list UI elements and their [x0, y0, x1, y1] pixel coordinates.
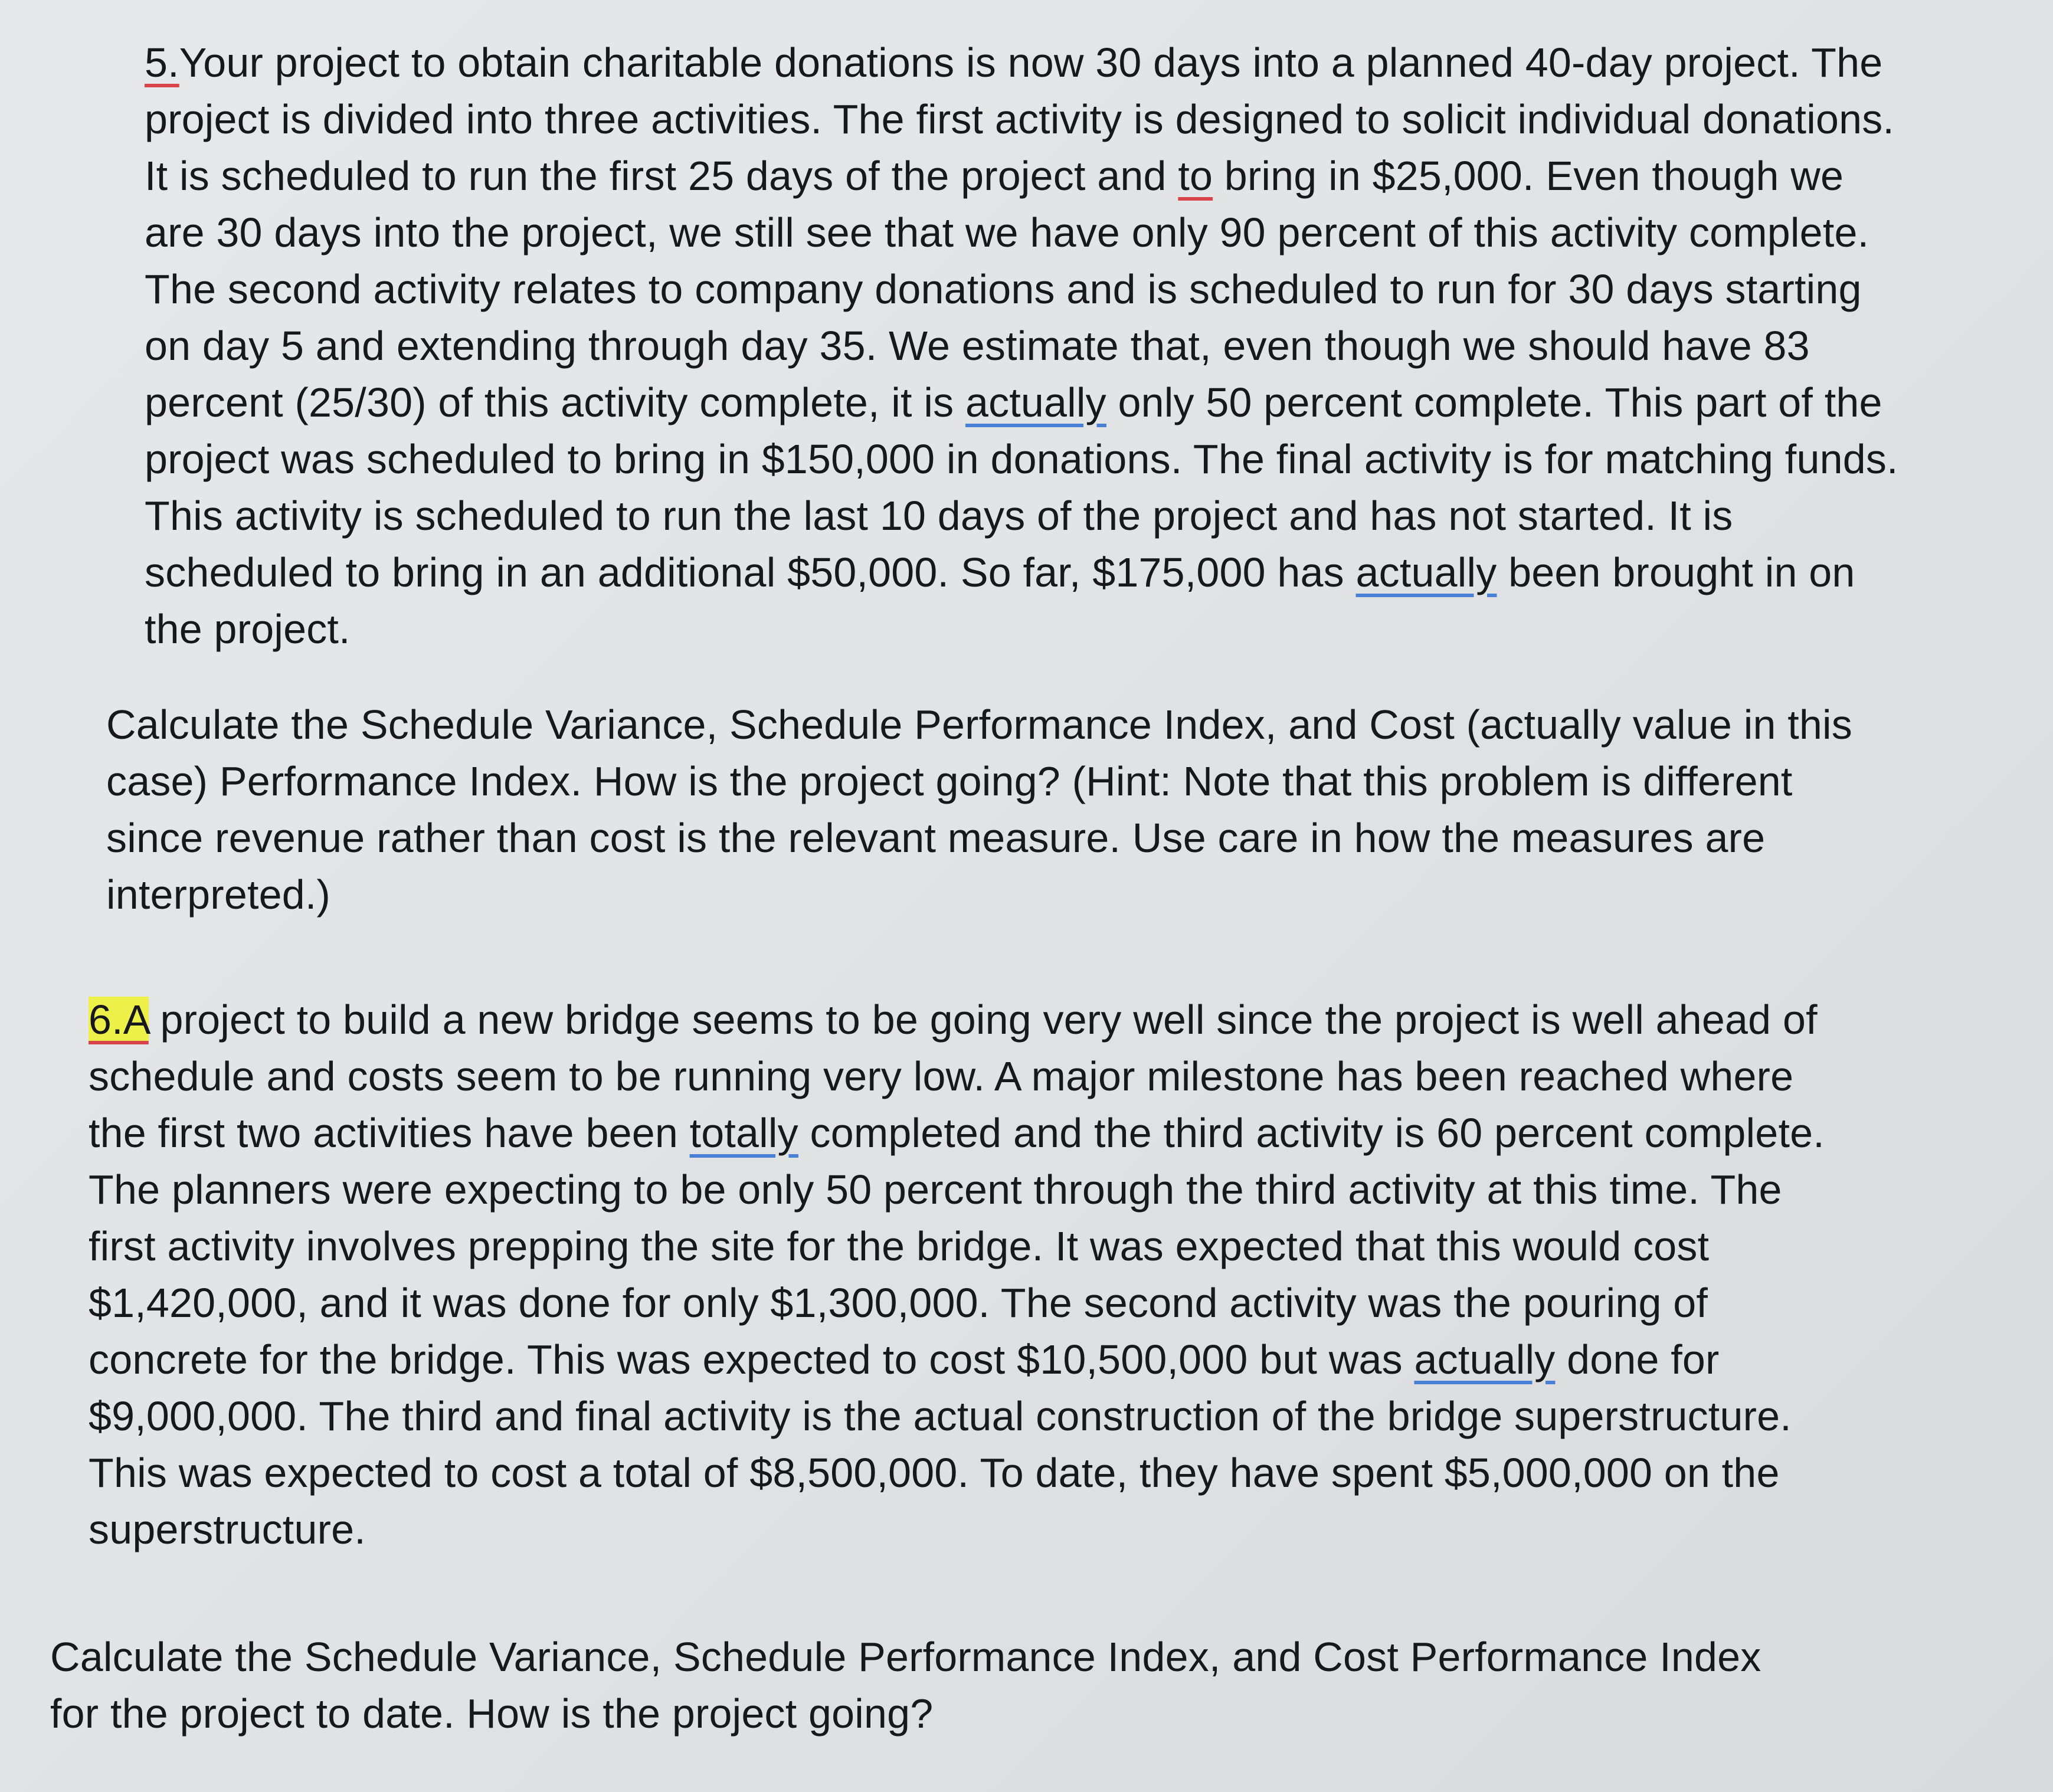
text-line [145, 431, 1992, 487]
text-line [145, 317, 1992, 374]
text-line [145, 601, 1992, 657]
text-line [145, 204, 1992, 261]
text-segment: project was scheduled to bring in $150,000 in donations. The final activity is for matching funds. [145, 436, 1898, 482]
text-segment: are 30 days into the project, we still see that we have only 90 percent of this activity complete. [145, 209, 1869, 255]
grammar-word: actually [965, 379, 1106, 425]
text-line: Calculate the Schedule Variance, Schedule Performance Index, and Cost Performance Index [50, 1634, 1761, 1680]
text-line: case) Performance Index. How is the project going? (Hint: Note that this problem is different [106, 758, 1793, 804]
text-line: interpreted.) [106, 872, 331, 918]
text-segment: first activity involves prepping the site for the bridge. It was expected that this would cost [89, 1223, 1710, 1269]
text-line [89, 1218, 1977, 1275]
text-line [89, 1444, 1977, 1501]
text-segment: project to build a new bridge seems to be going very well since the project is well ahead of [148, 997, 1818, 1043]
text-segment: This activity is scheduled to run the last 10 days of the project and has not started. It is [145, 493, 1733, 539]
text-segment: The planners were expecting to be only 50 percent through the third activity at this time. The [89, 1167, 1782, 1213]
text-segment: schedule and costs seem to be running very low. A major milestone has been reached where [89, 1053, 1794, 1099]
text-line: Calculate the Schedule Variance, Schedule Performance Index, and Cost (actually value in this [106, 702, 1852, 748]
text-segment: percent (25/30) of this activity complete, it is [145, 379, 965, 425]
text-line: for the project to date. How is the project going? [50, 1691, 934, 1737]
text-line [145, 544, 1992, 601]
text-line [89, 1161, 1977, 1218]
text-line [145, 261, 1992, 317]
text-line [89, 1105, 1977, 1161]
text-segment: bring in $25,000. Even though we [1213, 153, 1844, 199]
text-segment: only 50 percent complete. This part of the [1106, 379, 1882, 425]
problem-6-question [50, 1629, 1986, 1742]
text-line [89, 1331, 1977, 1388]
grammar-word: actually [1414, 1336, 1556, 1383]
text-segment: $1,420,000, and it was done for only $1,300,000. The second activity was the pouring of [89, 1280, 1708, 1326]
problem-5-paragraph [145, 34, 1992, 657]
grammar-word: actually [1355, 549, 1497, 595]
text-segment: concrete for the bridge. This was expected to cost $10,500,000 but was [89, 1336, 1414, 1383]
text-line [89, 991, 1977, 1048]
problem-5-number: 5. [145, 40, 179, 86]
text-segment: It is scheduled to run the first 25 days of the project and [145, 153, 1178, 199]
text-segment: completed and the third activity is 60 percent complete. [798, 1110, 1825, 1156]
text-segment: project is divided into three activities. The first activity is designed to solicit individual donations. [145, 96, 1895, 142]
problem-6-number: 6.A [89, 997, 149, 1043]
text-segment: Your project to obtain charitable donations is now 30 days into a planned 40-day project. The [179, 40, 1883, 86]
text-segment: done for [1555, 1336, 1720, 1383]
spellcheck-word: to [1178, 153, 1213, 199]
text-segment: on day 5 and extending through day 35. We estimate that, even though we should have 83 [145, 323, 1810, 369]
text-segment: the first two activities have been [89, 1110, 690, 1156]
text-line [145, 374, 1992, 431]
text-segment: been brought in on [1497, 549, 1855, 595]
problem-5-question [106, 696, 1983, 923]
text-segment: superstructure. [89, 1506, 366, 1552]
text-segment: The second activity relates to company donations and is scheduled to run for 30 days starting [145, 266, 1862, 312]
text-segment: This was expected to cost a total of $8,500,000. To date, they have spent $5,000,000 on the [89, 1450, 1780, 1496]
text-line: since revenue rather than cost is the relevant measure. Use care in how the measures are [106, 815, 1766, 861]
problem-6-paragraph [89, 991, 1977, 1558]
text-line [89, 1275, 1977, 1331]
text-line [89, 1388, 1977, 1444]
text-segment: the project. [145, 606, 351, 652]
text-segment: scheduled to bring in an additional $50,000. So far, $175,000 has [145, 549, 1356, 595]
text-segment: $9,000,000. The third and final activity is the actual construction of the bridge superstructure. [89, 1393, 1792, 1439]
text-line [145, 148, 1992, 204]
text-line [145, 34, 1992, 91]
grammar-word: totally [689, 1110, 798, 1156]
text-line [145, 91, 1992, 148]
text-line [89, 1048, 1977, 1105]
text-line [145, 487, 1992, 544]
text-line [89, 1501, 1977, 1558]
